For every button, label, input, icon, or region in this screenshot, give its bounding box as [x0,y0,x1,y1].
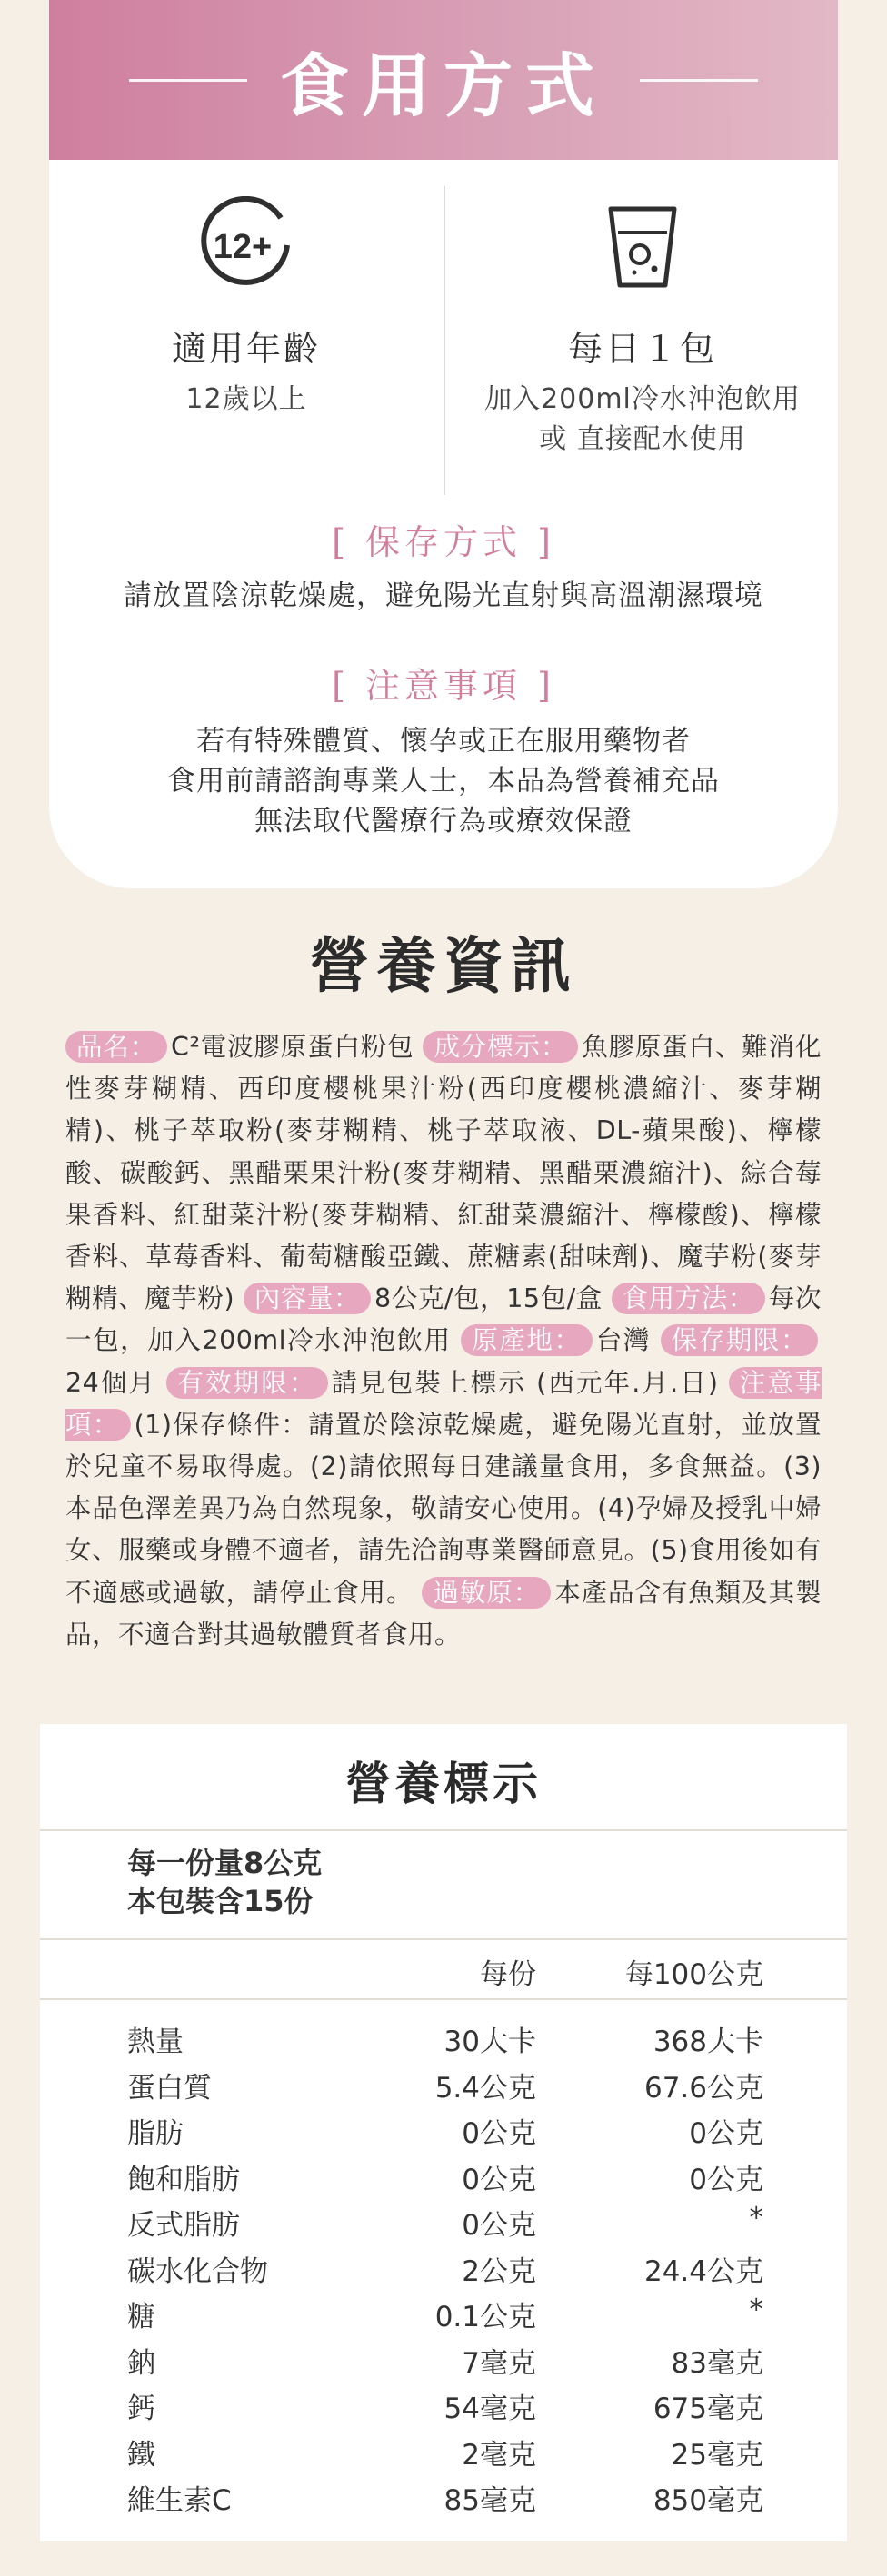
daily-desc-line2: 或 直接配水使用 [539,423,746,455]
expiry-value: 請見包裝上標示 (西元年.月.日) [331,1367,719,1398]
serving-info [40,1831,847,1940]
value-per-serving: 54毫克 [444,2393,536,2425]
value-per-100g: * [749,2202,763,2234]
age-desc: 12歲以上 [185,383,307,415]
nutrient-name: 鐵 [127,2438,155,2472]
usage-header [49,0,838,160]
table-row [40,2198,847,2244]
table-row [40,2106,847,2153]
age-badge-text: 12+ [213,228,273,266]
age-column [49,186,444,420]
col-per-100g: 每100公克 [624,1958,763,1991]
value-per-serving: 7毫克 [462,2346,536,2380]
nutrient-name: 維生素C [127,2484,232,2517]
nutrient-name: 脂肪 [127,2117,184,2150]
table-row [40,2290,847,2336]
value-per-100g: 850毫克 [653,2484,763,2517]
usage-title: 食用方式 [280,45,607,126]
caution-text [49,721,838,841]
value-per-100g: 675毫克 [653,2393,763,2425]
ingredients-tag: 成分標示： [423,1031,578,1063]
notes-tag: 注意事項： [65,1367,822,1440]
table-row [40,2153,847,2199]
shelf-tag: 保存期限： [661,1324,818,1356]
product-tag: 品名： [65,1031,167,1063]
table-row [40,2473,847,2520]
info-title: 營養資訊 [309,930,578,1001]
value-per-serving: 0公克 [462,2163,536,2196]
age-title: 適用年齡 [171,329,321,369]
nutrient-name: 反式脂肪 [127,2209,240,2242]
value-per-100g: 25毫克 [671,2438,763,2472]
table-row [40,2336,847,2383]
usage-card [49,0,838,888]
value-per-100g: 24.4公克 [643,2254,763,2288]
nutrient-name: 糖 [127,2301,155,2333]
caution-line2: 食用前請諮詢專業人士，本品為營養補充品 [167,765,720,798]
storage-text: 請放置陰涼乾燥處，避免陽光直射與高溫潮濕環境 [124,580,763,612]
expiry-tag: 有效期限： [166,1367,327,1399]
caution-line1: 若有特殊體質、懷孕或正在服用藥物者 [196,725,691,758]
method-tag: 食用方法： [612,1283,765,1314]
value-per-100g: 0公克 [689,2117,763,2150]
allergen-value: 本產品含有魚類及其製品，不適合對其過敏體質者食用。 [65,1577,822,1650]
content-value: 8公克/包，15包/盒 [374,1283,603,1314]
col-per-serving: 每份 [480,1958,536,1991]
daily-title: 每日１包 [567,329,717,369]
value-per-serving: 30大卡 [444,2026,536,2058]
content-tag: 內容量： [244,1283,371,1314]
origin-tag: 原產地： [461,1324,592,1356]
value-per-100g: 83毫克 [671,2346,763,2380]
serving-size: 每一份量8公克 [127,1846,323,1880]
daily-column [445,186,838,460]
label-title: 營養標示 [40,1724,847,1831]
table-row [40,2382,847,2428]
nutrient-name: 碳水化合物 [127,2254,268,2288]
value-per-serving: 5.4公克 [434,2071,536,2105]
value-per-100g: 368大卡 [653,2026,763,2058]
product-value: C²電波膠原蛋白粉包 [171,1032,414,1062]
value-per-serving: 0.1公克 [434,2301,536,2333]
value-per-serving: 2毫克 [462,2438,536,2472]
allergen-tag: 過敏原： [422,1577,551,1609]
caution-line3: 無法取代醫療行為或療效保證 [254,805,633,837]
value-per-100g: * [749,2294,763,2326]
nutrition-label [40,1724,847,2541]
table-row [40,2428,847,2474]
daily-desc-line1: 加入200ml冷水沖泡飲用 [484,383,801,415]
table-row [40,2061,847,2107]
usage-columns [49,186,838,500]
header-line-right [640,79,758,82]
age-12-plus-icon [49,186,444,304]
header-line-left [129,79,247,82]
cup-icon [445,186,838,304]
daily-desc [445,380,838,460]
value-per-serving: 0公克 [462,2209,536,2242]
label-column-headers [40,1940,847,2000]
servings-per-pack: 本包裝含15份 [127,1884,314,1918]
ingredients-value: 魚膠原蛋白、難消化性麥芽糊精、西印度櫻桃果汁粉(西印度櫻桃濃縮汁、麥芽糊精)、桃子萃取粉(麥芽糊精、桃子萃取液、DL-蘋果酸)、檸檬酸、碳酸鈣、黑醋栗果汁粉(麥芽糊精、黑醋栗濃縮汁)、綜合莓果香料、紅甜菜汁粉(麥芽糊精、紅甜菜濃縮汁、檸檬酸)、檸檬香料、草莓香料、葡萄糖酸亞鐵、蔗糖素(甜味劑)、魔芋粉(麥芽糊精、魔芋粉) [65,1032,822,1314]
value-per-100g: 0公克 [689,2163,763,2196]
nutrient-name: 蛋白質 [127,2071,212,2105]
value-per-serving: 85毫克 [444,2484,536,2517]
nutrient-name: 熱量 [127,2026,184,2058]
label-rows [40,2000,847,2520]
caution-heading: [ 注意事項 ] [332,666,555,706]
value-per-serving: 2公克 [462,2254,536,2288]
nutrient-name: 飽和脂肪 [127,2163,240,2196]
storage-heading: [ 保存方式 ] [332,522,555,562]
table-row [40,2244,847,2291]
method-value: 每次一包，加入200ml冷水沖泡飲用 [65,1283,822,1356]
info-paragraph [65,1026,822,1656]
value-per-100g: 67.6公克 [643,2071,763,2105]
table-row [40,2015,847,2061]
notes-value: (1)保存條件：請置於陰涼乾燥處，避免陽光直射，並放置於兒童不易取得處。(2)請依照每日建議量食用，多食無益。(3)本品色澤差異乃為自然現象，敬請安心使用。(4)孕婦及授乳中婦女、服藥或身體不適者，請先洽詢專業醫師意見。(5)食用後如有不適感或過敏，請停止食用。 [65,1409,822,1608]
origin-value: 台灣 [595,1325,651,1356]
value-per-serving: 0公克 [462,2117,536,2150]
nutrient-name: 鈉 [127,2346,155,2380]
nutrient-name: 鈣 [127,2393,155,2425]
shelf-value: 24個月 [65,1367,157,1398]
